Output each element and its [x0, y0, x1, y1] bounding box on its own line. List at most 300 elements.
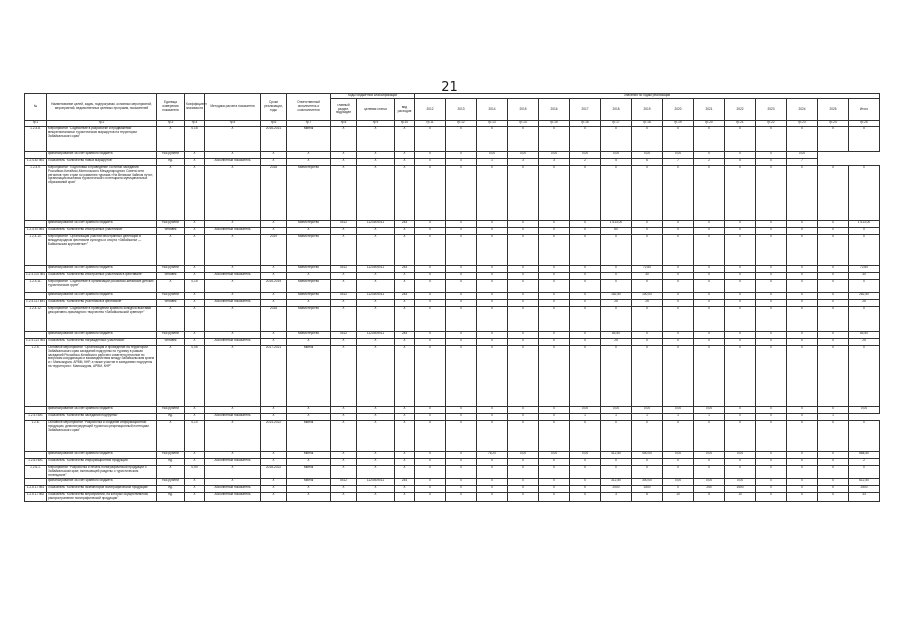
table-cell: 300,00	[632, 479, 663, 486]
column-index: гр.3	[157, 121, 185, 127]
table-cell: Мероприятие "Содействие в разработке и продвижении межрегиональных туристических маршрутов на территории Забайкальского края"	[47, 127, 157, 152]
table-cell: Показатель "Количество иностранных участников в фестивале"	[47, 273, 157, 280]
table-cell: X	[787, 228, 818, 235]
table-cell: 0,10	[185, 421, 205, 452]
table-cell: X	[601, 235, 632, 266]
table-cell: X	[357, 235, 395, 266]
table-cell: X	[601, 421, 632, 452]
table-cell: X	[205, 293, 261, 300]
table-cell: X	[818, 235, 849, 266]
table-cell: X	[570, 127, 601, 152]
table-cell: X	[331, 421, 357, 452]
table-cell: 84,50	[601, 332, 632, 339]
table-row	[25, 414, 880, 421]
table-cell: Показатель "Количество иностранных участников"	[47, 228, 157, 235]
table-cell: X	[601, 307, 632, 332]
table-cell: X	[818, 332, 849, 339]
table-cell: 2019	[261, 235, 287, 266]
column-index: гр.15	[539, 121, 570, 127]
table-cell: X	[756, 346, 787, 407]
table-cell: X	[787, 266, 818, 273]
table-cell: 2000	[601, 486, 632, 493]
table-cell: X	[539, 414, 570, 421]
table-cell: 25	[601, 300, 632, 307]
table-cell: X	[632, 166, 663, 221]
table-cell: 25	[849, 300, 880, 307]
table-cell: X	[477, 307, 508, 332]
table-cell: X	[539, 407, 570, 414]
table-cell: X	[205, 346, 261, 407]
table-cell: X	[508, 266, 539, 273]
table-row	[25, 486, 880, 493]
table-cell: X	[508, 346, 539, 407]
table-cell: X	[663, 293, 694, 300]
table-cell: X	[357, 166, 395, 221]
table-cell: 0,15	[185, 127, 205, 152]
table-cell: X	[415, 466, 446, 479]
table-cell: 244	[395, 293, 415, 300]
table-cell: X	[694, 221, 725, 228]
table-cell: X	[446, 414, 477, 421]
table-cell: X	[725, 293, 756, 300]
table-cell: X	[261, 459, 287, 466]
table-cell: X	[446, 293, 477, 300]
col-year: 2022	[725, 99, 756, 121]
table-cell: X	[756, 221, 787, 228]
table-cell: X	[415, 421, 446, 452]
table-cell: X	[756, 273, 787, 280]
table-cell: X	[331, 493, 357, 502]
table-cell: X	[415, 346, 446, 407]
table-cell: X	[446, 486, 477, 493]
table-cell: X	[205, 407, 261, 414]
table-cell: X	[331, 407, 357, 414]
table-row	[25, 421, 880, 452]
table-cell: X	[446, 479, 477, 486]
table-cell: X	[357, 486, 395, 493]
table-cell: X	[756, 300, 787, 307]
table-cell: X	[185, 159, 205, 166]
table-cell: 2017-2021	[261, 346, 287, 407]
table-cell: X	[415, 235, 446, 266]
col-year: 2019	[632, 99, 663, 121]
table-cell: X	[694, 300, 725, 307]
table-cell: X	[539, 280, 570, 293]
table-cell: X	[694, 307, 725, 332]
table-cell: 30	[849, 273, 880, 280]
table-cell: X	[357, 452, 395, 459]
col-year: 2018	[601, 99, 632, 121]
table-cell: X	[157, 466, 185, 479]
table-cell: X	[508, 493, 539, 502]
table-cell: X	[205, 266, 261, 273]
table-cell: X	[477, 235, 508, 266]
col-name: Наименование целей, задач, подпрограмм, основных мероприятий, мероприятий, ведомственных целевых программ, показателей	[47, 94, 157, 121]
table-cell: X	[694, 266, 725, 273]
table-cell: X	[818, 266, 849, 273]
table-cell: X	[787, 493, 818, 502]
table-cell: X	[849, 346, 880, 407]
table-cell: X	[570, 339, 601, 346]
table-cell: X	[756, 152, 787, 159]
table-cell: Министерство	[287, 266, 331, 273]
table-cell: Минэк	[287, 479, 331, 486]
table-cell: X	[539, 266, 570, 273]
table-row	[25, 332, 880, 339]
table-cell: ед.	[157, 459, 185, 466]
table-cell: 30	[632, 273, 663, 280]
table-cell: 0,05	[185, 346, 205, 407]
table-cell: 0,00	[787, 152, 818, 159]
table-cell: Основное мероприятие "Организация и проведение на территории Забайкальского края заседаний подгруппы по туризму в рамках заседаний Российско-Китайского рабочего комитета регионов по вопросам координации и взаимодействия между Забайкальским краем и г. Маньчжурия, АРВМ, КНР, а также участие в заседаниях подгруппы на территории г. Маньчжурия, АРВМ, КНР"	[47, 346, 157, 407]
table-cell: 2018-2022	[261, 466, 287, 479]
table-cell: тыс.рублей	[157, 407, 185, 414]
table-cell: X	[157, 127, 185, 152]
table-cell: 5	[694, 493, 725, 502]
table-cell: Министерство	[287, 221, 331, 228]
table-cell: X	[663, 300, 694, 307]
table-cell: X	[157, 346, 185, 407]
table-cell: X	[508, 407, 539, 414]
table-cell: X	[331, 459, 357, 466]
table-cell: X	[287, 152, 331, 159]
table-cell: человек	[157, 273, 185, 280]
table-cell: X	[663, 339, 694, 346]
table-cell: X	[185, 221, 205, 228]
table-cell: X	[663, 459, 694, 466]
table-cell: X	[395, 421, 415, 452]
table-cell: Показатель "Количество награжденных участников"	[47, 339, 157, 346]
table-cell: 1.2.4.8.ПМ1	[25, 159, 47, 166]
table-cell: X	[570, 493, 601, 502]
table-cell: X	[787, 307, 818, 332]
table-cell: X	[632, 307, 663, 332]
table-cell: X	[185, 266, 205, 273]
table-cell: 2	[570, 159, 601, 166]
table-cell: X	[508, 339, 539, 346]
table-cell: 0,00	[601, 152, 632, 159]
table-cell: X	[632, 339, 663, 346]
table-cell: 1.2.6.	[25, 421, 47, 452]
table-cell: 282,50	[849, 293, 880, 300]
table-cell: 1	[694, 414, 725, 421]
table-cell: X	[632, 421, 663, 452]
table-cell: X	[477, 407, 508, 414]
table-cell: X	[570, 235, 601, 266]
table-cell: 412,50	[601, 452, 632, 459]
table-cell: X	[395, 407, 415, 414]
table-cell: X	[446, 407, 477, 414]
table-cell: X	[787, 339, 818, 346]
table-cell: 10	[663, 493, 694, 502]
table-cell: X	[205, 127, 261, 152]
table-cell: X	[185, 486, 205, 493]
table-cell: X	[357, 466, 395, 479]
table-cell: X	[756, 493, 787, 502]
table-row	[25, 466, 880, 479]
table-row	[25, 152, 880, 159]
col-method: Методика расчета показателя	[205, 94, 261, 121]
table-cell: X	[261, 273, 287, 280]
col-terms: Сроки реализации, годы	[261, 94, 287, 121]
table-cell: X	[331, 307, 357, 332]
table-cell: X	[539, 221, 570, 228]
table-cell: X	[818, 466, 849, 479]
table-cell: 0,00	[508, 152, 539, 159]
table-cell: X	[570, 266, 601, 273]
table-cell: X	[446, 152, 477, 159]
table-cell: X	[663, 332, 694, 339]
table-cell: X	[508, 307, 539, 332]
table-cell: X	[539, 307, 570, 332]
table-cell: 0,00	[601, 407, 632, 414]
table-cell: X	[415, 266, 446, 273]
table-cell: X	[756, 235, 787, 266]
table-cell: 2014-2022	[261, 421, 287, 452]
table-cell: X	[446, 466, 477, 479]
table-cell: X	[818, 280, 849, 293]
table-cell: X	[415, 307, 446, 332]
table-cell: 1.2.4.8.	[25, 127, 47, 152]
table-cell: 0,00	[663, 407, 694, 414]
table-cell: 5	[725, 159, 756, 166]
table-cell: X	[331, 152, 357, 159]
table-cell: 1.2.4.9.	[25, 166, 47, 221]
table-cell: X	[508, 228, 539, 235]
table-cell: 1	[632, 414, 663, 421]
table-cell: X	[601, 166, 632, 221]
column-index: гр.23	[787, 121, 818, 127]
table-cell: 244	[395, 221, 415, 228]
table-cell: X	[357, 407, 395, 414]
table-cell: X	[539, 166, 570, 221]
table-cell: 1120409011	[357, 479, 395, 486]
col-kbk: целевая статья	[357, 99, 395, 121]
table-cell: Мероприятие "Содействие в организации российско-китайских детских туристических групп"	[47, 280, 157, 293]
table-cell: Мероприятие "Содействие в проведении краевого конкурса выставки декоративно-прикладного творчества «Забайкальский сувенир»"	[47, 307, 157, 332]
table-cell: X	[539, 459, 570, 466]
col-year: 2021	[694, 99, 725, 121]
table-cell: X	[539, 493, 570, 502]
table-cell: 84,50	[849, 332, 880, 339]
table-cell: Абсолютный показатель	[205, 486, 261, 493]
table-cell: 3	[508, 159, 539, 166]
table-cell: X	[756, 332, 787, 339]
table-cell: X	[331, 486, 357, 493]
table-cell: X	[287, 459, 331, 466]
table-cell: X	[261, 293, 287, 300]
table-cell: X	[756, 307, 787, 332]
table-cell: X	[395, 307, 415, 332]
col-executor: Ответственный исполнитель и соисполнители	[287, 94, 331, 121]
table-cell: X	[446, 346, 477, 407]
table-cell: X	[446, 235, 477, 266]
table-cell: 2016-2019	[261, 280, 287, 293]
table-cell: X	[756, 228, 787, 235]
table-cell: X	[725, 280, 756, 293]
table-cell: X	[357, 414, 395, 421]
table-cell: X	[185, 332, 205, 339]
table-cell: тыс.рублей	[157, 152, 185, 159]
table-cell: X	[395, 273, 415, 280]
column-index: гр.21	[725, 121, 756, 127]
table-cell: 244	[395, 479, 415, 486]
table-cell: X	[446, 493, 477, 502]
table-cell: X	[787, 280, 818, 293]
table-cell: 0	[415, 159, 446, 166]
column-index: гр.4	[185, 121, 205, 127]
table-cell: X	[601, 466, 632, 479]
table-cell: финансирование за счет краевого бюджета	[47, 293, 157, 300]
table-cell: X	[601, 127, 632, 152]
table-cell: X	[357, 127, 395, 152]
table-cell: X	[570, 332, 601, 339]
table-cell: X	[570, 221, 601, 228]
table-cell: X	[157, 166, 185, 221]
table-cell: 6	[632, 493, 663, 502]
table-cell: X	[477, 486, 508, 493]
table-cell: X	[331, 300, 357, 307]
table-cell: 1120409011	[357, 293, 395, 300]
table-cell: X	[477, 280, 508, 293]
table-cell: X	[415, 459, 446, 466]
table-cell: X	[818, 127, 849, 152]
table-cell: X	[787, 452, 818, 459]
table-cell: X	[725, 152, 756, 159]
table-cell: Мероприятие "Организация участия иностранных делегаций в международном фестивале культуры и спорта «Забайкалье — Байкальская кругосветка»"	[47, 235, 157, 266]
table-row	[25, 127, 880, 152]
col-year: 2025	[818, 99, 849, 121]
table-cell: X	[395, 152, 415, 159]
column-index: гр.16	[570, 121, 601, 127]
table-cell: 1.2.6.1.ПМ2	[25, 493, 47, 502]
table-cell: X	[395, 414, 415, 421]
table-row	[25, 235, 880, 266]
table-cell: 244	[395, 332, 415, 339]
col-years-group: Значения по годам реализации	[415, 94, 880, 99]
table-cell: X	[205, 221, 261, 228]
col-num: №	[25, 94, 47, 121]
table-cell: X	[787, 414, 818, 421]
table-cell: X	[787, 479, 818, 486]
table-cell: X	[539, 466, 570, 479]
table-cell: X	[446, 166, 477, 221]
table-cell: X	[415, 280, 446, 293]
table-cell: X	[663, 166, 694, 221]
table-cell: X	[261, 266, 287, 273]
table-row	[25, 407, 880, 414]
table-cell: ед.	[157, 486, 185, 493]
column-index: гр.11	[415, 121, 446, 127]
table-cell: X	[787, 127, 818, 152]
table-cell: X	[395, 486, 415, 493]
table-cell: 1500	[725, 486, 756, 493]
table-cell: 25	[632, 300, 663, 307]
table-cell: X	[261, 407, 287, 414]
table-cell: X	[818, 486, 849, 493]
table-cell: X	[446, 452, 477, 459]
table-cell: Абсолютный показатель	[205, 228, 261, 235]
table-cell: X	[849, 466, 880, 479]
table-cell: X	[415, 452, 446, 459]
table-cell: Министерство	[287, 166, 331, 221]
table-cell: X	[205, 466, 261, 479]
col-year: 2013	[446, 99, 477, 121]
table-cell: X	[508, 280, 539, 293]
col-coef: Коэффициент значимости	[185, 94, 205, 121]
table-cell: 250	[694, 486, 725, 493]
table-cell: X	[663, 466, 694, 479]
table-cell: Минэк	[287, 421, 331, 452]
table-cell: X	[508, 221, 539, 228]
table-cell: X	[287, 414, 331, 421]
col-kbk: главный раздел, подраздел	[331, 99, 357, 121]
table-cell: X	[331, 127, 357, 152]
table-cell: X	[415, 273, 446, 280]
table-cell: X	[477, 421, 508, 452]
table-cell: 1.2.4.12.ПМ1	[25, 339, 47, 346]
table-cell: человек	[157, 300, 185, 307]
table-cell: 60	[601, 228, 632, 235]
table-cell: X	[756, 452, 787, 459]
table-cell: X	[694, 332, 725, 339]
table-cell: X	[694, 421, 725, 452]
table-cell: Минэк	[287, 127, 331, 152]
table-cell: Показатель "Количество экземпляров полиграфической продукции"	[47, 486, 157, 493]
table-cell: X	[787, 466, 818, 479]
table-cell: X	[818, 273, 849, 280]
table-cell: 1 613,00	[849, 221, 880, 228]
table-cell: 76,20	[477, 452, 508, 459]
table-cell: Абсолютный показатель	[205, 339, 261, 346]
table-row	[25, 300, 880, 307]
table-cell: X	[601, 266, 632, 273]
table-cell: X	[477, 127, 508, 152]
table-cell: X	[787, 293, 818, 300]
table-cell: X	[261, 493, 287, 502]
table-cell: X	[395, 166, 415, 221]
table-cell: X	[395, 459, 415, 466]
table-cell: X	[508, 293, 539, 300]
table-cell: X	[205, 166, 261, 221]
table-cell: 3	[539, 159, 570, 166]
col-year: 2024	[787, 99, 818, 121]
table-cell: X	[539, 332, 570, 339]
table-cell: Минэк	[287, 466, 331, 479]
table-cell: X	[287, 339, 331, 346]
table-cell: X	[446, 332, 477, 339]
table-cell: X	[818, 307, 849, 332]
table-cell: X	[205, 479, 261, 486]
table-cell: X	[157, 280, 185, 293]
column-index: гр.1	[25, 121, 47, 127]
table-cell: 1.2.4.10.ПМ1	[25, 273, 47, 280]
table-cell: X	[446, 339, 477, 346]
column-index: гр.13	[477, 121, 508, 127]
table-cell: тыс.рублей	[157, 479, 185, 486]
column-index: гр.7	[287, 121, 331, 127]
table-cell: X	[694, 466, 725, 479]
table-cell: X	[477, 273, 508, 280]
table-row	[25, 166, 880, 221]
table-row	[25, 266, 880, 273]
table-cell: X	[287, 273, 331, 280]
table-cell: X	[357, 273, 395, 280]
table-cell: Основное мероприятие "Разработка и создание информационной продукции, демонстрирующей туристско-рекреационный потенциал Забайкальского края"	[47, 421, 157, 452]
table-cell: X	[539, 486, 570, 493]
table-cell: X	[477, 493, 508, 502]
table-cell: 7	[787, 159, 818, 166]
